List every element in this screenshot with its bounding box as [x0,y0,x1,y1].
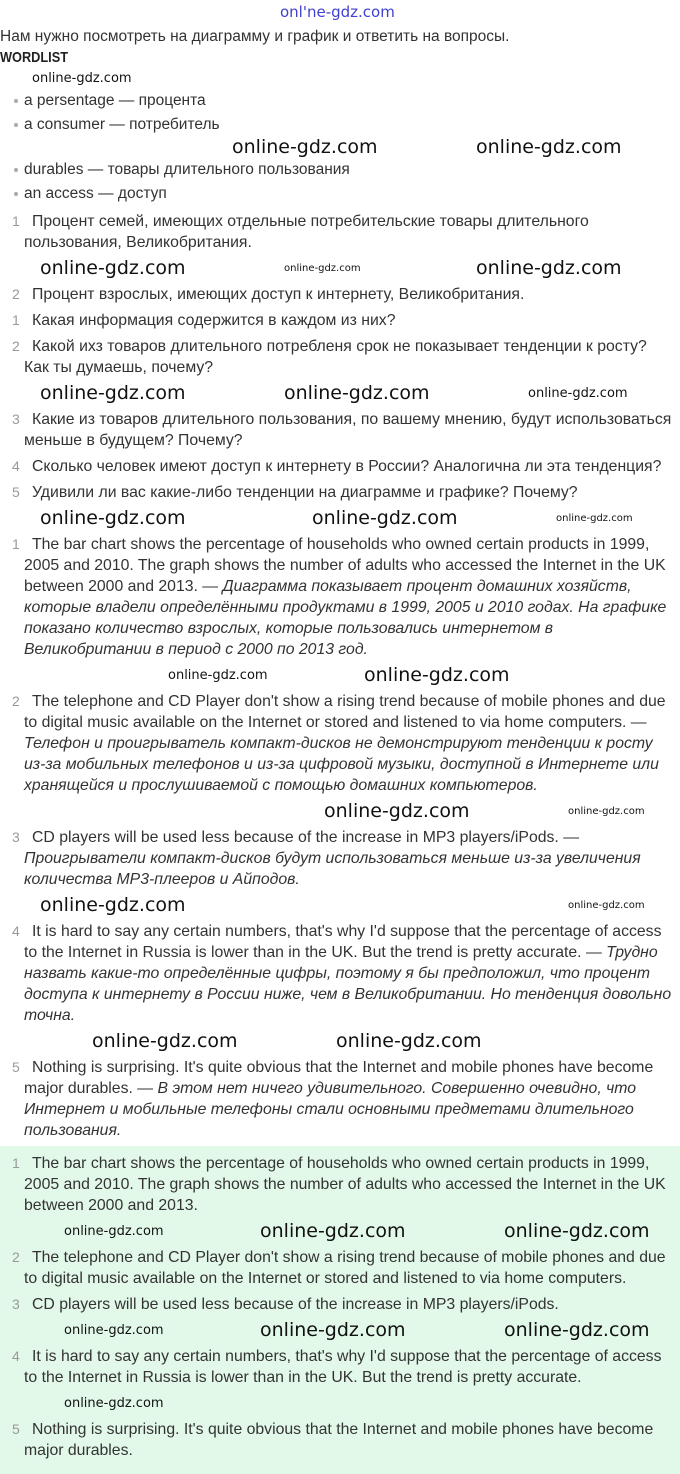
watermark: online-gdz.com [232,136,378,158]
item-number: 4 [12,458,20,474]
item-text: The bar chart shows the percentage of households who owned certain products in 1999, 2005 and 2010. The graph shows the number of adults who accessed the Internet in the UK between 2000 and 2013. — [24,536,666,595]
watermark: online-gdz.com [476,136,622,158]
watermark-row [0,801,680,822]
watermark: online-gdz.com [568,806,645,817]
wordlist-term: durables — товары длительного пользования [24,161,350,178]
item-number: 1 [12,536,20,552]
watermark: online-gdz.com [528,386,628,401]
wordlist-term: a persentage — процента [24,92,206,109]
item-text: CD players will be used less because of the increase in MP3 players/iPods. [32,1296,559,1313]
item-number: 1 [12,1155,20,1171]
item-text: Какие из товаров длительного пользования, по вашему мнению, будут использоваться меньше в будущем? Почему? [24,411,672,449]
watermark: online-gdz.com [64,1396,164,1411]
watermark-row [0,1221,680,1242]
watermark: online-gdz.com [556,513,633,524]
item-number: 2 [12,286,20,302]
item-translation: Проигрыватели компакт-дисков будут использоваться меньше из-за увеличения количества MP3-плееров и Айподов. [24,850,641,888]
questions-item [0,409,672,451]
wordlist-item [0,113,680,137]
item-text: It is hard to say any certain numbers, that's why I'd suppose that the percentage of access to the Internet in Russia is lower than in the UK. But the trend is pretty accurate. [24,1348,662,1386]
bullet-icon [14,99,18,103]
watermark: online-gdz.com [64,1224,164,1239]
answers-en-item [0,1419,672,1461]
item-number: 2 [12,338,20,354]
watermark: online-gdz.com [64,1323,164,1338]
item-number: 3 [12,829,20,845]
answers-item [0,691,672,796]
task-intro: Нам нужно посмотреть на диаграмму и график и ответить на вопросы. [0,28,510,45]
item-text: It is hard to say any certain numbers, that's why I'd suppose that the percentage of access to the Internet in Russia is lower than in the UK. But the trend is pretty accurate. [24,923,662,961]
watermark-row [0,1393,680,1414]
header-watermark-row [0,0,680,26]
watermark-row [0,1031,680,1052]
answers-en-item [0,1153,672,1216]
watermark: online-gdz.com [40,507,186,529]
texts-item [0,211,672,253]
watermark-row [0,68,680,89]
questions-item [0,336,672,378]
watermark: online-gdz.com [324,800,470,822]
item-text: Nothing is surprising. It's quite obvious that the Internet and mobile phones have become major durables. [24,1421,654,1459]
watermark-row [0,137,680,158]
item-text: Процент семей, имеющих отдельные потребительские товары длительного пользования, Великобритания. [24,213,589,251]
item-text: The telephone and CD Player don't show a rising trend because of mobile phones and due to digital music available on the Internet or stored and listened to via home computers. — [24,693,666,731]
bullet-icon [14,123,18,127]
item-number: 5 [12,1421,20,1437]
watermark: onl'ne-gdz.com [280,3,395,21]
item-number: 5 [12,484,20,500]
watermark: online-gdz.com [336,1030,482,1052]
item-text: Какой ихз товаров длительного потребленя срок не показывает тенденции к росту? Как ты думаешь, почему? [24,338,647,376]
watermark: online-gdz.com [260,1220,406,1242]
watermark-row [0,383,680,404]
watermark: online-gdz.com [32,71,132,86]
watermark-row [0,1320,680,1341]
watermark-row [0,258,680,279]
wordlist-item [0,182,680,206]
item-text: CD players will be used less because of the increase in MP3 players/iPods. — [32,829,580,846]
watermark: online-gdz.com [312,507,458,529]
questions-item [0,310,672,331]
english-answers-highlight [0,1146,680,1474]
item-number: 1 [12,213,20,229]
bullet-icon [14,168,18,172]
watermark: online-gdz.com [40,894,186,916]
item-number: 2 [12,1249,20,1265]
wordlist-item [0,158,680,182]
texts-item [0,284,672,305]
answers-item [0,827,672,890]
watermark: online-gdz.com [504,1220,650,1242]
item-number: 3 [12,411,20,427]
answers-item [0,1057,672,1141]
item-number: 1 [12,312,20,328]
item-text: Сколько человек имеют доступ к интернету в России? Аналогична ли эта тенденция? [32,458,662,475]
watermark: online-gdz.com [284,382,430,404]
item-number: 4 [12,1348,20,1364]
item-text: The telephone and CD Player don't show a rising trend because of mobile phones and due to digital music available on the Internet or stored and listened to via home computers. [24,1249,666,1287]
wordlist-title: WORDLIST [0,49,68,66]
wordlist-term: a consumer — потребитель [24,116,220,133]
watermark: online-gdz.com [284,263,361,274]
watermark-row [0,895,680,916]
item-translation: Диаграмма показывает процент домашних хозяйств, которые владели определёнными продуктами в 1999, 2005 и 2010 годах. На графике показано количество взрослых, которые пользовались интернетом в Великобритании в период с 2000 по 2013 год. [24,578,667,658]
watermark: online-gdz.com [40,382,186,404]
watermark-row [0,665,680,686]
wordlist-item [0,89,680,113]
answers-item [0,534,672,660]
watermark: online-gdz.com [40,257,186,279]
wordlist-term: an access — доступ [24,185,167,202]
watermark: online-gdz.com [476,257,622,279]
answers-en-item [0,1247,672,1289]
item-number: 4 [12,923,20,939]
item-text: Удивили ли вас какие-либо тенденции на диаграмме и графике? Почему? [32,484,578,501]
watermark: online-gdz.com [504,1319,650,1341]
watermark: online-gdz.com [364,664,510,686]
item-text: Процент взрослых, имеющих доступ к интернету, Великобритания. [32,286,525,303]
questions-item [0,482,672,503]
answers-en-item [0,1346,672,1388]
item-text: Nothing is surprising. It's quite obvious that the Internet and mobile phones have become major durables. — [24,1059,654,1097]
item-text: Какая информация содержится в каждом из них? [32,312,396,329]
item-translation: В этом нет ничего удивительного. Совершенно очевидно, что Интернет и мобильные телефоны стали основными предметами длительного пользования. [24,1080,637,1139]
watermark: online-gdz.com [168,668,268,683]
watermark-row [0,508,680,529]
watermark: online-gdz.com [92,1030,238,1052]
item-number: 2 [12,693,20,709]
item-number: 5 [12,1059,20,1075]
watermark: online-gdz.com [568,900,645,911]
watermark: online-gdz.com [260,1319,406,1341]
answers-item [0,921,672,1026]
item-translation: — Трудно назвать какие-то определённые цифры, поэтому я бы предположил, что процент доступа к интернету в России ниже, чем в Великобритании. Но тенденция довольно точна. [24,944,672,1024]
bullet-icon [14,192,18,196]
item-translation: Телефон и проигрыватель компакт-дисков не демонстрируют тенденции к росту из-за мобильных телефонов и из-за цифровой музыки, доступной в Интернете или хранящейся и прослушиваемой с помощью домашних компьютеров. [24,735,659,794]
document-body [0,26,680,1474]
answers-en-item [0,1294,672,1315]
questions-item [0,456,672,477]
item-text: The bar chart shows the percentage of households who owned certain products in 1999, 2005 and 2010. The graph shows the number of adults who accessed the Internet in the UK between 2000 and 2013. [24,1155,666,1214]
item-number: 3 [12,1296,20,1312]
